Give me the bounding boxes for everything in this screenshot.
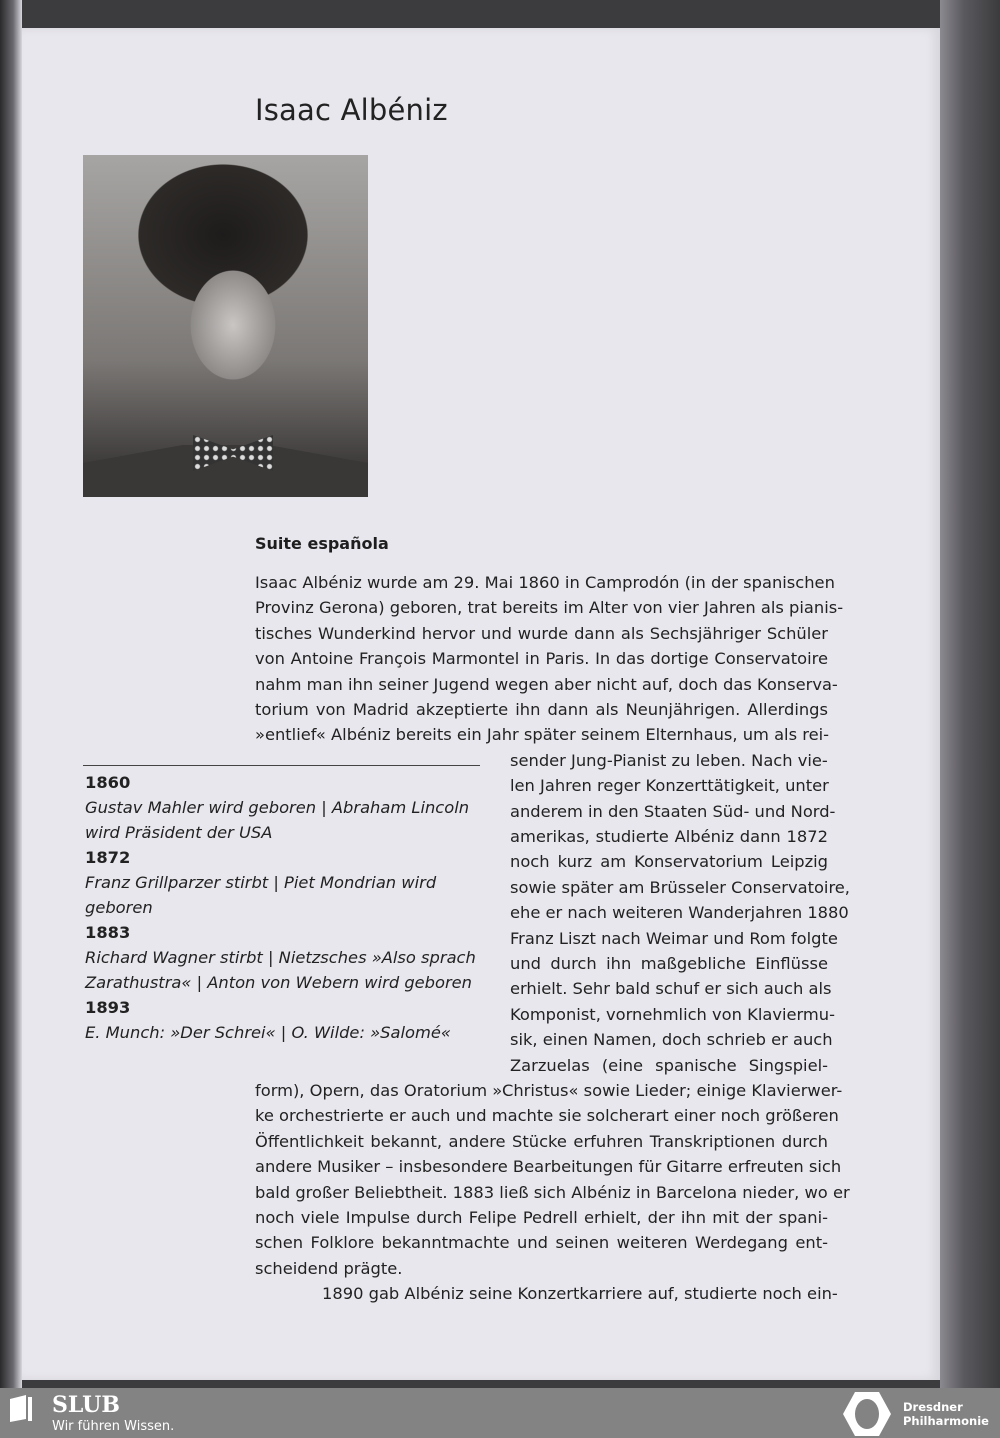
body-text-line: Isaac Albéniz wurde am 29. Mai 1860 in Camprodón (in der spanischen <box>255 573 835 592</box>
body-text-line: noch kurz am Konservatorium Leipzig <box>510 852 828 872</box>
timeline-year: 1860 <box>85 773 131 792</box>
slub-tagline: Wir führen Wissen. <box>52 1419 175 1434</box>
body-text-line: Komponist, vornehmlich von Klaviermu- <box>510 1004 835 1024</box>
timeline-year: 1893 <box>85 998 131 1017</box>
partner-name-line: Dresdner <box>903 1400 963 1414</box>
timeline-year: 1872 <box>85 848 131 867</box>
timeline-event: Franz Grillparzer stirbt | Piet Mondrian wird <box>85 873 437 892</box>
body-text-line: »entlief« Albéniz bereits ein Jahr später seinem Elternhaus, um als rei- <box>255 725 829 745</box>
body-text-line: nahm man ihn seiner Jugend wegen aber nicht auf, doch das Konserva- <box>255 674 838 694</box>
body-text-line: amerikas, studierte Albéniz dann 1872 <box>510 827 828 846</box>
body-text-line: sik, einen Namen, doch schrieb er auch <box>510 1030 833 1050</box>
body-text-line: schen Folklore bekanntmachte und seinen weiteren Werdegang ent- <box>255 1233 828 1253</box>
page-title: Isaac Albéniz <box>255 93 448 127</box>
body-text-line: sowie später am Brüsseler Conservatoire, <box>510 877 850 897</box>
body-text-line: sender Jung-Pianist zu leben. Nach vie- <box>510 750 828 770</box>
partner-name-line: Philharmonie <box>903 1414 989 1428</box>
body-text-line: Franz Liszt nach Weimar und Rom folgte <box>510 928 838 948</box>
body-text-line: form), Opern, das Oratorium »Christus« sowie Lieder; einige Klavierwer- <box>255 1081 843 1100</box>
philharmonie-logo-icon[interactable] <box>842 1391 892 1437</box>
timeline-divider <box>83 765 480 766</box>
timeline-event: E. Munch: »Der Schrei« | O. Wilde: »Salomé« <box>85 1023 451 1042</box>
body-text-line: Provinz Gerona) geboren, trat bereits im Alter von vier Jahren als pianis- <box>255 598 844 618</box>
body-text-line: Öffentlichkeit bekannt, andere Stücke erfuhren Transkriptionen durch <box>255 1131 828 1151</box>
timeline-event: Zarathustra« | Anton von Webern wird geboren <box>85 973 473 992</box>
timeline-event: wird Präsident der USA <box>85 823 273 842</box>
body-text-line: ehe er nach weiteren Wanderjahren 1880 <box>510 903 849 923</box>
body-text-line: bald großer Beliebtheit. 1883 ließ sich Albéniz in Barcelona nieder, wo er <box>255 1182 850 1202</box>
body-text-line: anderem in den Staaten Süd- und Nord- <box>510 801 836 821</box>
footer-bar <box>0 1388 1000 1438</box>
slub-book-icon <box>8 1393 34 1423</box>
body-text-line: ke orchestrierte er auch und machte sie solcherart einer noch größeren <box>255 1106 839 1126</box>
timeline-year: 1883 <box>85 923 131 942</box>
section-heading: Suite española <box>255 534 389 553</box>
body-text-line: und durch ihn maßgebliche Einflüsse <box>510 954 828 973</box>
timeline-event: Gustav Mahler wird geboren | Abraham Lincoln <box>85 798 470 817</box>
body-text-line: scheidend prägte. <box>255 1258 403 1278</box>
body-text-line: 1890 gab Albéniz seine Konzertkarriere auf, studierte noch ein- <box>322 1284 838 1304</box>
body-text-line: erhielt. Sehr bald schuf er sich auch als <box>510 979 832 999</box>
timeline-event: Richard Wagner stirbt | Nietzsches »Also sprach <box>85 948 476 967</box>
body-text-line: von Antoine François Marmontel in Paris. In das dortige Conservatoire <box>255 649 828 669</box>
portrait-photo <box>83 155 368 497</box>
scan-background <box>940 0 1000 1388</box>
body-text-line: torium von Madrid akzeptierte ihn dann als Neunjährigen. Allerdings <box>255 700 828 719</box>
body-text-line: tisches Wunderkind hervor und wurde dann als Sechsjähriger Schüler <box>255 623 828 643</box>
slub-logo-text[interactable]: SLUB <box>52 1392 120 1418</box>
timeline-event: geboren <box>85 898 153 917</box>
body-text-line: noch viele Impulse durch Felipe Pedrell erhielt, der ihn mit der spani- <box>255 1208 828 1227</box>
partner-name <box>903 1400 989 1428</box>
body-text-line: andere Musiker – insbesondere Bearbeitungen für Gitarre erfreuten sich <box>255 1157 842 1177</box>
book-spine-edge <box>0 0 22 1388</box>
body-text-line: Zarzuelas (eine spanische Singspiel- <box>510 1055 828 1075</box>
body-text-line: len Jahren reger Konzerttätigkeit, unter <box>510 776 829 796</box>
